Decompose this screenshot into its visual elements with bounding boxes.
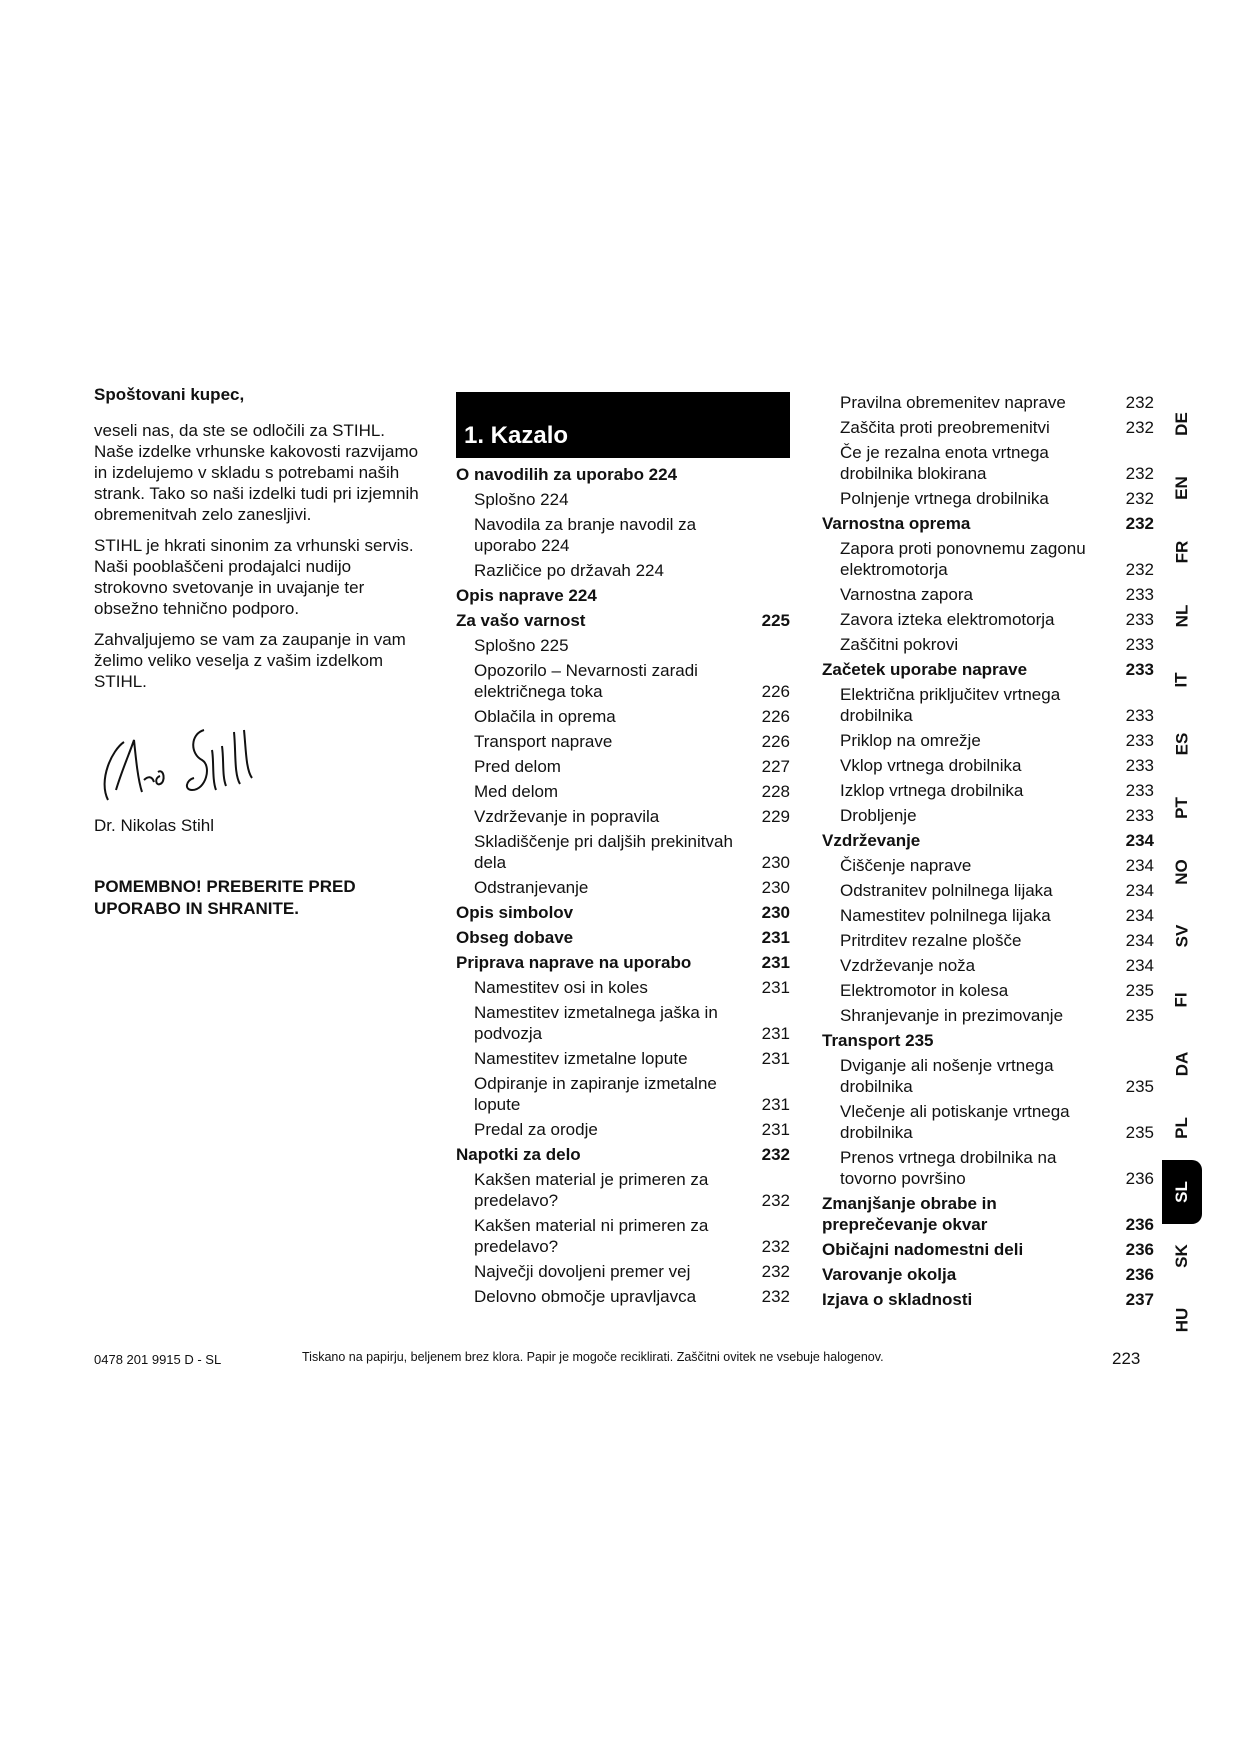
toc-entry-title: Delovno območje upravljavca [474, 1287, 697, 1306]
toc-entry-title: Priprava naprave na uporabo [456, 953, 692, 972]
toc-entry[interactable] [456, 1169, 790, 1211]
toc-entry[interactable] [456, 1215, 790, 1257]
toc-entry[interactable] [456, 977, 790, 998]
toc-entry[interactable] [822, 1030, 1154, 1051]
toc-entry-page: 232 [1125, 393, 1154, 412]
language-tab-label: FR [1171, 540, 1191, 564]
toc-entry[interactable] [456, 1286, 790, 1307]
language-tab-label: EN [1172, 476, 1191, 500]
toc-entry-page: 230 [761, 878, 790, 897]
toc-entry-title: Vzdrževanje noža [840, 956, 976, 975]
toc-entry-page: 236 [1125, 1215, 1154, 1234]
toc-entry-title: Pravilna obremenitev naprave [840, 393, 1066, 412]
toc-entry-title: Vzdrževanje in popravila [474, 807, 660, 826]
toc-entry-page: 231 [761, 953, 790, 972]
toc-entry-page: 232 [1125, 464, 1154, 483]
toc-entry[interactable] [822, 634, 1154, 655]
toc-entry-title: Navodila za branje navodil za uporabo 224 [474, 515, 697, 555]
language-tab-label: IT [1171, 672, 1191, 688]
toc-entry-title: Polnjenje vrtnega drobilnika [840, 489, 1049, 508]
toc-entry-page: 227 [761, 757, 790, 776]
toc-entry-page: 234 [1125, 956, 1154, 975]
toc-entry-page: 231 [761, 1049, 790, 1068]
toc-entry[interactable] [822, 1193, 1154, 1235]
toc-entry-page: 231 [761, 978, 790, 997]
important-notice: POMEMBNO! PREBERITE PRED UPORABO IN SHRANITE. [94, 877, 356, 918]
toc-entry[interactable] [822, 880, 1154, 901]
toc-entry[interactable] [822, 930, 1154, 951]
toc-column-2 [822, 392, 1154, 1314]
language-tab-sl[interactable] [1162, 1160, 1202, 1224]
toc-entry[interactable] [822, 1289, 1154, 1310]
toc-entry-page: 232 [1125, 560, 1154, 579]
toc-entry[interactable] [822, 755, 1154, 776]
toc-entry-page: 230 [761, 903, 790, 922]
language-tab-sv[interactable] [1162, 904, 1202, 968]
toc-entry-title: Odstranitev polnilnega lijaka [840, 881, 1053, 900]
toc-entry-title: Napotki za delo [456, 1145, 581, 1164]
toc-entry[interactable] [822, 684, 1154, 726]
language-tab-en[interactable] [1162, 456, 1202, 520]
toc-entry-title: Varnostna zapora [840, 585, 973, 604]
toc-entry[interactable] [456, 1119, 790, 1140]
toc-title: 1. Kazalo [464, 422, 569, 449]
toc-entry-title: Vklop vrtnega drobilnika [840, 756, 1022, 775]
toc-entry-title: Kakšen material je primeren za predelavo? [474, 1170, 709, 1210]
toc-entry-title: O navodilih za uporabo 224 [456, 465, 678, 484]
toc-column-1 [456, 392, 790, 1311]
toc-entry-page: 233 [1125, 756, 1154, 775]
language-tab-label: DE [1172, 412, 1191, 436]
toc-entry[interactable] [456, 464, 790, 485]
footer-note: Tiskano na papirju, beljenem brez klora. Papir je mogoče reciklirati. Zaščitni ovitek ne vsebuje halogenov. [302, 1350, 884, 1364]
toc-entry-page: 233 [1125, 781, 1154, 800]
toc-entry[interactable] [456, 514, 790, 556]
toc-entry-page: 232 [761, 1237, 790, 1256]
language-tab-it[interactable] [1162, 648, 1202, 712]
toc-entry-title: Splošno 225 [474, 636, 569, 655]
toc-entry-page: 226 [761, 682, 790, 701]
toc-entry-page: 233 [1125, 731, 1154, 750]
toc-entry-page: 234 [1125, 906, 1154, 925]
toc-entry[interactable] [822, 1005, 1154, 1026]
document-code: 0478 201 9915 D - SL [94, 1352, 222, 1367]
letter-paragraph: veseli nas, da ste se odločili za STIHL. Naše izdelke vrhunske kakovosti razvijamo in izdelujemo v skladu s potrebami naših strank. Tako so naši izdelki tudi pri izjemnih obremenitvah zelo zanesljivi. [94, 421, 419, 524]
toc-entry-page: 235 [1125, 1006, 1154, 1025]
toc-entry-title: Zmanjšanje obrabe in preprečevanje okvar [822, 1194, 997, 1234]
language-tab-label: SV [1172, 924, 1191, 948]
toc-entry-page: 234 [1125, 881, 1154, 900]
language-tab-da[interactable] [1162, 1032, 1202, 1096]
toc-entry-title: Izjava o skladnosti [822, 1290, 973, 1309]
toc-entry-title: Za vašo varnost [456, 611, 586, 630]
toc-entry-title: Pritrditev rezalne plošče [840, 931, 1022, 950]
toc-entry[interactable] [822, 1101, 1154, 1143]
toc-entry-page: 225 [761, 611, 790, 630]
toc-entry-page: 232 [1125, 418, 1154, 437]
toc-entry-title: Dviganje ali nošenje vrtnega drobilnika [840, 1056, 1054, 1096]
toc-entry-title: Splošno 224 [474, 490, 569, 509]
toc-entry-title: Namestitev izmetalnega jaška in podvozja [474, 1003, 718, 1043]
toc-entry-title: Zaščita proti preobremenitvi [840, 418, 1050, 437]
toc-entry-page: 232 [761, 1262, 790, 1281]
toc-entry-page: 234 [1125, 831, 1154, 850]
toc-entry-title: Opozorilo – Nevarnosti zaradi električnega toka [474, 661, 698, 701]
toc-entry-page: 226 [761, 707, 790, 726]
toc-entry[interactable] [822, 805, 1154, 826]
toc-entry-title: Namestitev osi in koles [474, 978, 648, 997]
toc-entry[interactable] [456, 610, 790, 631]
toc-entry[interactable] [822, 1147, 1154, 1189]
letter-paragraph: Zahvaljujemo se vam za zaupanje in vam želimo veliko veselja z vašim izdelkom STIHL. [94, 630, 406, 691]
toc-entry-title: Zapora proti ponovnemu zagonu elektromotorja [840, 539, 1086, 579]
toc-entry-page: 231 [761, 1024, 790, 1043]
toc-entry-page: 230 [761, 853, 790, 872]
toc-entry-title: Vlečenje ali potiskanje vrtnega drobilnika [840, 1102, 1070, 1142]
toc-entry-title: Shranjevanje in prezimovanje [840, 1006, 1064, 1025]
language-tab-fr[interactable] [1162, 520, 1202, 584]
toc-entry[interactable] [822, 1239, 1154, 1260]
toc-entry-page: 233 [1125, 806, 1154, 825]
language-tab-fi[interactable] [1162, 968, 1202, 1032]
language-tab-pl[interactable] [1162, 1096, 1202, 1160]
toc-entry-title: Drobljenje [840, 806, 917, 825]
toc-entry-title: Če je rezalna enota vrtnega drobilnika blokirana [840, 443, 1049, 483]
signer-name: Dr. Nikolas Stihl [94, 816, 214, 835]
toc-entry-page: 236 [1125, 1265, 1154, 1284]
toc-entry[interactable] [822, 955, 1154, 976]
toc-entry-page: 233 [1125, 610, 1154, 629]
language-tab-label: PT [1171, 797, 1191, 819]
toc-entry-page: 226 [761, 732, 790, 751]
language-tab-de[interactable] [1162, 392, 1202, 456]
toc-entry-page: 231 [761, 1120, 790, 1139]
toc-entry[interactable] [822, 855, 1154, 876]
letter [94, 384, 424, 920]
toc-entry-title: Namestitev izmetalne lopute [474, 1049, 688, 1068]
toc-entry[interactable] [822, 1055, 1154, 1097]
toc-entry-title: Opis naprave 224 [456, 586, 597, 605]
toc-entry[interactable] [456, 806, 790, 827]
toc-entry-page: 236 [1125, 1169, 1154, 1188]
toc-entry[interactable] [456, 927, 790, 948]
toc-entry-title: Izklop vrtnega drobilnika [840, 781, 1024, 800]
toc-entry-title: Običajni nadomestni deli [822, 1240, 1024, 1259]
toc-entry-title: Varovanje okolja [822, 1265, 957, 1284]
toc-entry-page: 235 [1125, 1123, 1154, 1142]
toc-entry-title: Priklop na omrežje [840, 731, 981, 750]
toc-entry[interactable] [456, 706, 790, 727]
toc-entry-title: Transport naprave [474, 732, 613, 751]
toc-entry-page: 233 [1125, 706, 1154, 725]
toc-entry[interactable] [822, 830, 1154, 851]
language-tab-nl[interactable] [1162, 584, 1202, 648]
toc-entry-title: Največji dovoljeni premer vej [474, 1262, 691, 1281]
toc-entry-page: 236 [1125, 1240, 1154, 1259]
toc-entry-title: Vzdrževanje [822, 831, 921, 850]
language-tab-pt[interactable] [1162, 776, 1202, 840]
language-tab-label: HU [1172, 1307, 1191, 1333]
toc-entry-page: 234 [1125, 856, 1154, 875]
toc-entry-page: 234 [1125, 931, 1154, 950]
toc-entry-page: 235 [1125, 1077, 1154, 1096]
toc-entry-page: 229 [761, 807, 790, 826]
toc-entry[interactable] [822, 659, 1154, 680]
toc-entry[interactable] [456, 831, 790, 873]
toc-entry-title: Zaščitni pokrovi [840, 635, 959, 654]
toc-entry-page: 232 [1125, 489, 1154, 508]
toc-entry-title: Namestitev polnilnega lijaka [840, 906, 1051, 925]
toc-entry-page: 237 [1125, 1290, 1154, 1309]
language-tab-label: NO [1172, 859, 1191, 885]
toc-entry[interactable] [456, 1261, 790, 1282]
letter-paragraph: STIHL je hkrati sinonim za vrhunski servis. Naši pooblaščeni prodajalci nudijo strokovno svetovanje in uvajanje ter obsežno tehnično podporo. [94, 536, 414, 618]
toc-entry-page: 228 [761, 782, 790, 801]
language-tab-label: NL [1171, 604, 1191, 628]
toc-entry-page: 233 [1125, 635, 1154, 654]
toc-entry-page: 231 [761, 1095, 790, 1114]
toc-entry-page: 233 [1125, 585, 1154, 604]
language-tab-no[interactable] [1162, 840, 1202, 904]
toc-entry-title: Prenos vrtnega drobilnika na tovorno površino [840, 1148, 1057, 1188]
toc-entry-page: 232 [1125, 514, 1154, 533]
toc-entry[interactable] [822, 730, 1154, 751]
toc-entry-title: Med delom [474, 782, 559, 801]
toc-entry-title: Obseg dobave [456, 928, 574, 947]
toc-entry-title: Oblačila in oprema [474, 707, 616, 726]
toc-entry[interactable] [456, 1048, 790, 1069]
toc-entry-title: Čiščenje naprave [840, 856, 972, 875]
toc-entry-title: Začetek uporabe naprave [822, 660, 1028, 679]
toc-entry[interactable] [822, 780, 1154, 801]
page-number: 223 [1112, 1349, 1141, 1368]
toc-entry-title: Pred delom [474, 757, 561, 776]
toc-entry-page: 231 [761, 928, 790, 947]
toc-entry[interactable] [822, 538, 1154, 580]
toc-entry-title: Predal za orodje [474, 1120, 598, 1139]
toc-entry[interactable] [822, 1264, 1154, 1285]
toc-entry[interactable] [822, 392, 1154, 413]
toc-entry[interactable] [456, 585, 790, 606]
toc-entry-page: 232 [761, 1145, 790, 1164]
toc-entry[interactable] [456, 560, 790, 581]
toc-entry-page: 233 [1125, 660, 1154, 679]
toc-entry-title: Transport 235 [822, 1031, 934, 1050]
toc-entry[interactable] [456, 877, 790, 898]
language-tab-sk[interactable] [1162, 1224, 1202, 1288]
toc-entry-title: Zavora izteka elektromotorja [840, 610, 1055, 629]
language-tab-label: SK [1172, 1244, 1191, 1268]
toc-entry[interactable] [822, 417, 1154, 438]
toc-entry[interactable] [456, 731, 790, 752]
toc-entry[interactable] [456, 660, 790, 702]
language-tab-label: FI [1171, 992, 1191, 1008]
toc-entry-title: Odstranjevanje [474, 878, 589, 897]
toc-entry[interactable] [456, 1073, 790, 1115]
letter-greeting: Spoštovani kupec, [94, 385, 245, 404]
language-tabs [1162, 392, 1202, 1352]
language-tab-label: PL [1171, 1117, 1191, 1139]
toc-entry-page: 235 [1125, 981, 1154, 1000]
toc-entry[interactable] [456, 902, 790, 923]
toc-entry-title: Električna priključitev vrtnega drobilnika [840, 685, 1061, 725]
language-tab-es[interactable] [1162, 712, 1202, 776]
toc-entry[interactable] [456, 635, 790, 656]
toc-entry-title: Elektromotor in kolesa [840, 981, 1009, 1000]
toc-entry-title: Opis simbolov [456, 903, 574, 922]
toc-entry-page: 232 [761, 1191, 790, 1210]
toc-entry-title: Odpiranje in zapiranje izmetalne lopute [474, 1074, 717, 1114]
toc-entry[interactable] [822, 442, 1154, 484]
language-tab-label: DA [1172, 1051, 1191, 1077]
language-tab-hu[interactable] [1162, 1288, 1202, 1352]
toc-entry-title: Različice po državah 224 [474, 561, 664, 580]
toc-entry[interactable] [822, 513, 1154, 534]
toc-entry[interactable] [822, 609, 1154, 630]
language-tab-label: ES [1172, 732, 1191, 756]
toc-entry[interactable] [456, 1002, 790, 1044]
language-tab-label: SL [1171, 1181, 1191, 1203]
toc-entry[interactable] [456, 781, 790, 802]
toc-entry-title: Varnostna oprema [822, 514, 971, 533]
toc-entry[interactable] [456, 952, 790, 973]
toc-list-1 [456, 464, 790, 1307]
toc-entry[interactable] [456, 756, 790, 777]
toc-entry[interactable] [822, 905, 1154, 926]
toc-header [456, 392, 790, 458]
toc-entry[interactable] [822, 980, 1154, 1001]
toc-entry[interactable] [456, 1144, 790, 1165]
toc-entry[interactable] [456, 489, 790, 510]
toc-list-2 [822, 392, 1154, 1310]
signature-image [94, 720, 424, 810]
toc-entry[interactable] [822, 488, 1154, 509]
toc-entry-title: Skladiščenje pri daljših prekinitvah dela [474, 832, 733, 872]
toc-entry-title: Kakšen material ni primeren za predelavo? [474, 1216, 709, 1256]
toc-entry-page: 232 [761, 1287, 790, 1306]
toc-entry[interactable] [822, 584, 1154, 605]
